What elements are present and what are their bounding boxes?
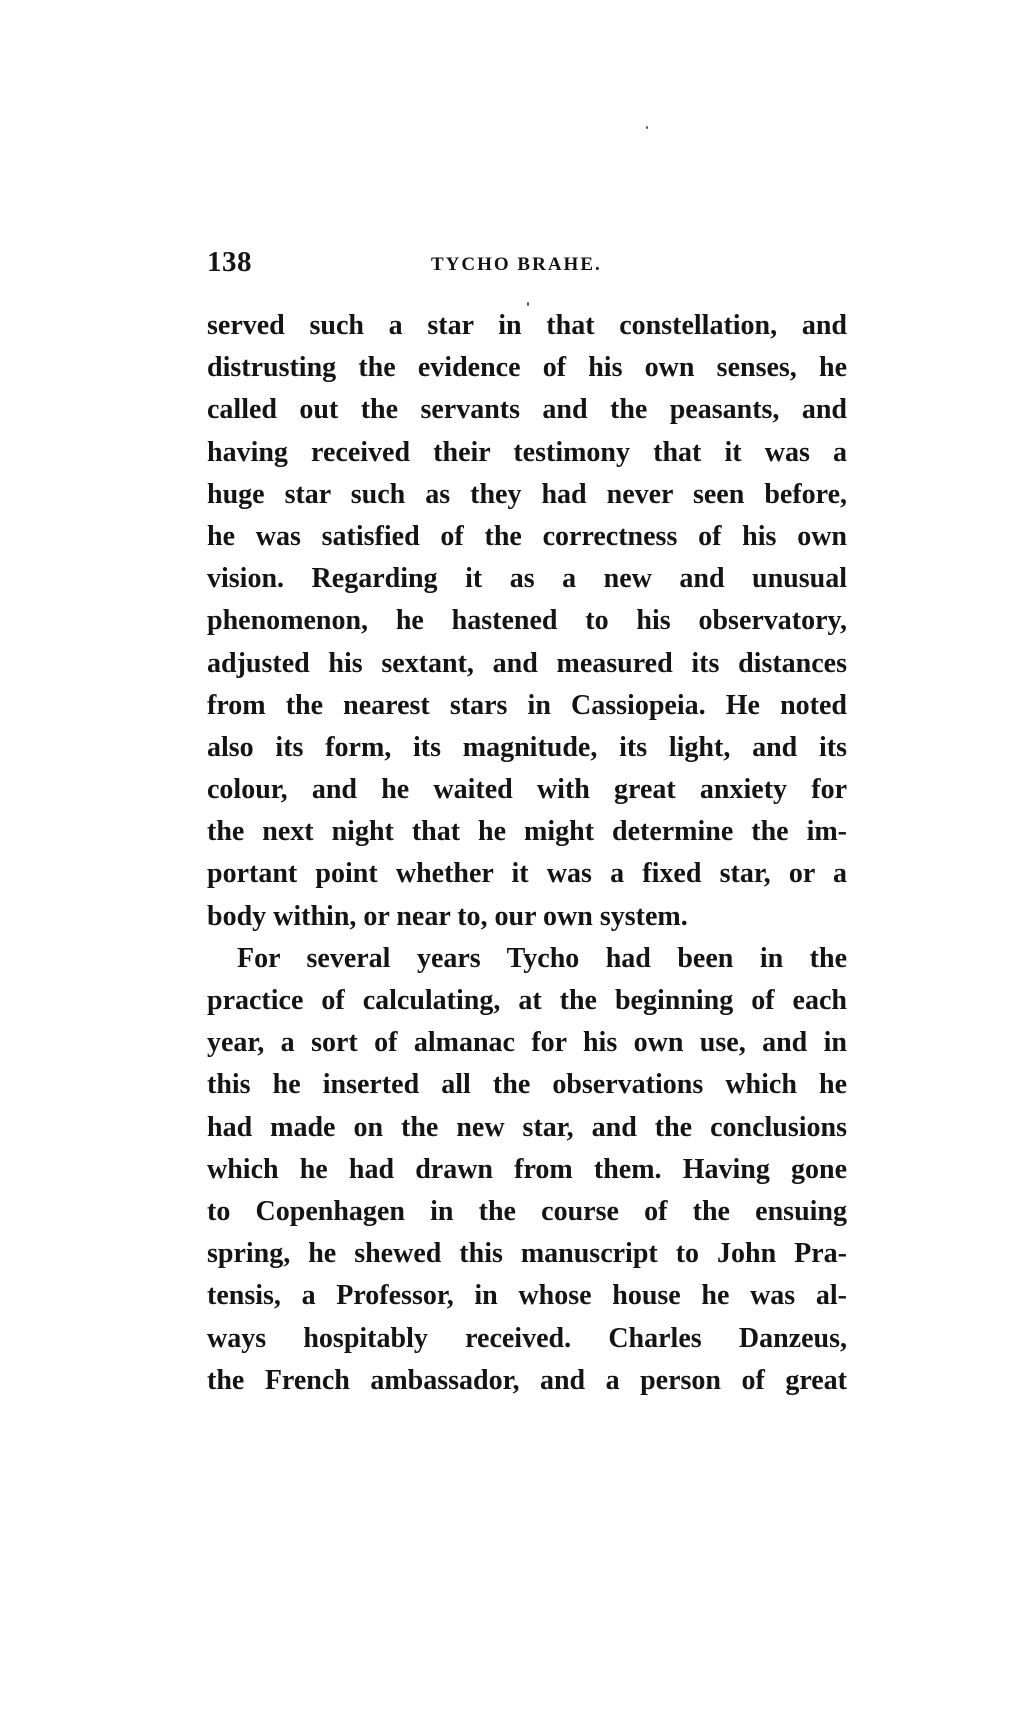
text-line: to Copenhagen in the course of the ensuing [207, 1195, 847, 1227]
text-line: from the nearest stars in Cassiopeia. He noted [207, 689, 847, 721]
text-line: portant point whether it was a fixed star, or a [207, 858, 847, 890]
text-line: this he inserted all the observations which he [207, 1069, 847, 1101]
text-line: he was satisfied of the correctness of his own [207, 520, 847, 552]
text-line: tensis, a Professor, in whose house he was al- [207, 1280, 847, 1312]
text-line: which he had drawn from them. Having gone [207, 1153, 847, 1185]
text-line: called out the servants and the peasants, and [207, 394, 847, 426]
running-title: TYCHO BRAHE. [431, 254, 602, 275]
paragraph-1 [207, 305, 847, 938]
text-line: year, a sort of almanac for his own use, and in [207, 1027, 847, 1059]
text-line: vision. Regarding it as a new and unusual [207, 563, 847, 595]
text-line: phenomenon, he hastened to his observatory, [207, 605, 847, 637]
body-text [207, 305, 847, 1402]
text-line: For several years Tycho had been in the [237, 942, 847, 974]
text-line: spring, he shewed this manuscript to John Pra- [207, 1238, 847, 1270]
paragraph-2 [207, 938, 847, 1402]
text-line: adjusted his sextant, and measured its distances [207, 647, 847, 679]
running-head [207, 246, 847, 286]
text-line: colour, and he waited with great anxiety for [207, 774, 847, 806]
text-line: the French ambassador, and a person of great [207, 1364, 847, 1396]
text-line: distrusting the evidence of his own senses, he [207, 352, 847, 384]
text-line: also its form, its magnitude, its light, and its [207, 731, 847, 763]
text-line: huge star such as they had never seen before, [207, 478, 847, 510]
text-line: the next night that he might determine the im- [207, 816, 847, 848]
print-speck [646, 126, 648, 129]
text-line: practice of calculating, at the beginning of each [207, 985, 847, 1016]
text-line: body within, or near to, our own system. [207, 900, 688, 932]
text-line: served such a star in that constellation, and [207, 310, 847, 341]
text-line: ways hospitably received. Charles Danzeus, [207, 1322, 847, 1354]
text-line: having received their testimony that it was a [207, 436, 847, 468]
page-number: 138 [207, 246, 252, 278]
text-line: had made on the new star, and the conclusions [207, 1111, 847, 1143]
